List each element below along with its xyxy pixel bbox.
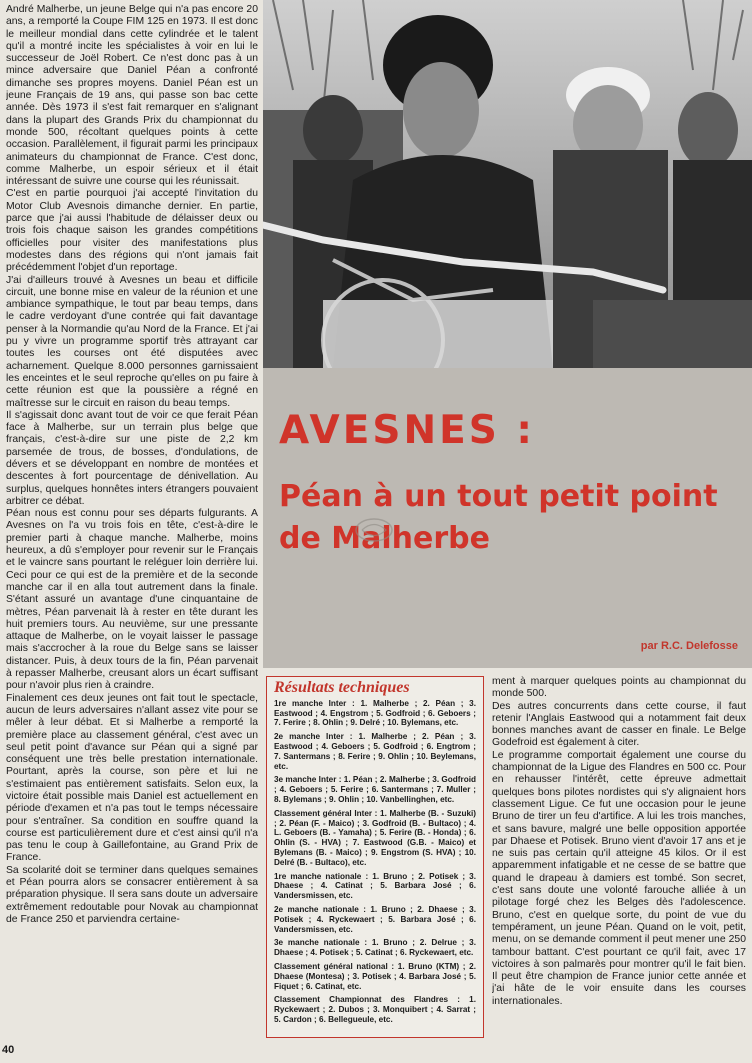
result-entry: 1re manche Inter : 1. Malherbe ; 2. Péan ; 3. Eastwood ; 4. Engstrom ; 5. Godfroid ; 6. Geboers ; 7. Ferire ; 8. Ohlin ; 9. Delré ; 10. Bylemans, etc.: [274, 698, 476, 728]
paragraph: Des autres concurrents dans cette course, il faut retenir l'Anglais Eastwood qui a notamment fait deux bonnes manches avant de casser en finale. Le Belge Godefroid est également à citer.: [492, 700, 746, 749]
rider-photo: [263, 0, 752, 368]
paragraph: C'est en partie pourquoi j'ai accepté l'invitation du Motor Club Avesnois dimanche dernier. En partie, parce que j'ai aussi l'habitude de délaisser deux ou trois fois chaque saison les grandes compétitions officielles pour visiter des manifestations plus modestes dans des régions qui n'ont jamais fait précédemment l'objet d'un reportage.: [6, 188, 258, 274]
rider-photo-illustration: [263, 0, 752, 368]
headline: AVESNES :: [279, 408, 535, 453]
result-entry: 1re manche nationale : 1. Bruno ; 2. Potisek ; 3. Dhaese ; 4. Catinat ; 5. Barbara José ; 6. Vandersmissen, etc.: [274, 871, 476, 901]
result-entry: 2e manche nationale : 1. Bruno ; 2. Dhaese ; 3. Potisek ; 4. Ryckewaert ; 5. Barbara José ; 6. Vandersmissen, etc.: [274, 904, 476, 934]
watermark-logo-icon: [352, 515, 396, 545]
result-entry: Classement général national : 1. Bruno (KTM) ; 2. Dhaese (Montesa) ; 3. Potisek ; 4. Barbara José ; 5. Fiquet ; 6. Catinat, etc.: [274, 961, 476, 991]
paragraph: ment à marquer quelques points au championnat du monde 500.: [492, 676, 746, 700]
paragraph: J'ai d'ailleurs trouvé à Avesnes un beau et difficile circuit, une bonne mise en valeur de la réunion et une ambiance sympathique, le tout par beau temps, dans le cadre verdoyant d'une contrée qui fait davantage penser à la Normandie qu'au Nord de la France. Et j'ai pu y vivre un programme sportif très attrayant car toutes les courses ont été disputées avec acharnement. Quelque 8.000 personnes garnissaient les enceintes et le seul reproche qu'elles on pu faire à cette réunion est que la poussière a régné en maîtresse sur le circuit en raison du beau temps.: [6, 274, 258, 409]
results-heading: Résultats techniques: [274, 679, 410, 696]
page-number: 40: [2, 1044, 15, 1056]
result-entry: 3e manche nationale : 1. Bruno ; 2. Delrue ; 3. Dhaese ; 4. Potisek ; 5. Catinat ; 6. Ryckewaert, etc.: [274, 938, 476, 958]
result-entry: 2e manche Inter : 1. Malherbe ; 2. Péan ; 3. Eastwood ; 4. Geboers ; 5. Godfroid ; 6. Engtrom ; 7. Santermans ; 8. Ferire ; 9. Ohlin ; 10. Beylemans, etc.: [274, 732, 476, 771]
result-entry: Classement Championnat des Flandres : 1. Ryckewaert ; 2. Dubos ; 3. Monquibert ; 4. Sarrat ; 5. Cardon ; 6. Bellegueule, etc.: [274, 995, 476, 1024]
article-right-column: [492, 676, 746, 1036]
paragraph: André Malherbe, un jeune Belge qui n'a pas encore 20 ans, a remporté la Coupe FIM 125 en 1973. Il est donc le meilleur mondial dans cette cylindrée et le talent qu'il a montré incite les spécialistes à voir en lui le successeur de Joël Robert. Ce n'est donc pas à un mince adversaire que Daniel Péan a confronté dimanche ses propres moyens. Daniel Péan est un jeune Français de 19 ans, qui passe son bac cette année. Dès 1973 il s'est fait remarquer en s'alignant dans la plupart des Grands Prix du championnat du monde 500, récoltant quelques points à cette occasion. Parallèlement, il figurait parmi les principaux animateurs du championnat de France. C'est donc, comme Malherbe, un espoir sérieux et il était intéressant de suivre une course qui les réunissait.: [6, 4, 258, 188]
byline: par R.C. Delefosse: [640, 640, 738, 652]
result-entry: 3e manche Inter : 1. Péan ; 2. Malherbe ; 3. Godfroid ; 4. Geboers ; 5. Ferire ; 6. Santermans ; 7. Muller ; 8. Bylemans ; 9. Ohlin ; 10. Vanbellinghen, etc.: [274, 775, 476, 804]
subheadline: Péan à un tout petit point de Malherbe: [279, 479, 718, 556]
results-box: [266, 676, 484, 1038]
paragraph: Sa scolarité doit se terminer dans quelques semaines et Péan pourra alors se consacrer entièrement à sa préparation physique. Il sera sans doute un adversaire extrêmement redoutable pour Novak au championnat de France 250 et parviendra certaine-: [6, 864, 258, 925]
paragraph: Finalement ces deux jeunes ont fait tout le spectacle, aucun de leurs adversaires n'allant assez vite pour se mêler à leur débat. Et si Malherbe a remporté la première place au classement général, c'est avec un seul petit point d'avance sur Péan qui a signé par conséquent une très belle prestation internationale. Pourtant, après la course, son père et lui ne s'estimaient pas entièrement satisfaits. Selon eux, la victoire était possible mais Daniel est actuellement en période d'examen et n'a pas tout le temps nécessaire pour s'entraîner. Sa condition en souffre quand la course est particulièrement dure et c'est ainsi qu'il n'a pas tenu le coup à Gaillefontaine, au Grand Prix de France.: [6, 692, 258, 864]
paragraph: Péan nous est connu pour ses départs fulgurants. A Avesnes on l'a vu trois fois en tête, c'est-à-dire le premier parti à chaque manche. Malherbe, moins heureux, a dû s'employer pour revenir sur le Français et le vaincre sans pourtant le reléguer loin derrière lui. Ceci pour ce qui est de la première et de la seconde manche car il en alla tout autrement dans la finale. S'étant assuré un avantage d'une cinquantaine de mètres, Péan parvenait là à rester en tête durant les huit premiers tours. Au neuvième, sur une pressante attaque de Malherbe, on le voyait laisser le passage mais s'accrocher à la roue du Belge sans se laisser distancer. Puis, à deux tours de la fin, Péan parvenait à repasser Malherbe, creusant alors un écart suffisant pour n'avoir plus rien à craindre.: [6, 508, 258, 692]
title-block: [263, 368, 752, 668]
paragraph: Le programme comportait également une course du championnat de la Ligue des Flandres en 500 cc. Pour en rehausser l'intérêt, cette épreuve admettait quelques bons pilotes nordistes qui s'y alignaient hors classement Ligue. Ce fut une occasion pour le jeune Bruno de tirer un feu d'artifice. A lui les trois manches, et sans bavure, malgré une belle opposition apportée par Dhaese et Potisek. Bruno vient d'avoir 17 ans et je ne suis pas certain qu'il atteigne 45 kilos. Or il est apparemment infatigable et ne cesse de se battre que quand le drapeau à damiers est tombé. Son secret, c'est sans doute une volonté farouche alliée à un pilotage forgé chez les Belges dès l'adolescence. Bruno, c'est en quelque sorte, du point de vue du tempérament, un jeune Péan. Quand on le voit, petit, menu, on se demande comment il peut mener une 250 tambour battant. C'est pourtant ce qu'il fait, avec 17 victoires à son palmarès pour montrer qu'il le fait bien. Il peut être champion de France junior cette année et j'ai hâte de le voir ensuite dans les courses internationales.: [492, 749, 746, 1007]
result-entry: Classement général Inter : 1. Malherbe (B. - Suzuki) ; 2. Péan (F. - Maico) ; 3. Godfroid (B. - Bultaco) ; 4. L. Geboers (B. - Yamaha) ; 5. Ferire (B. - Honda) ; 6. Ohlin (S. - HVA) ; 7. Eastwood (G.B. - Maico) et Bylemans (B. - Maico) ; 9. Engstrom (S. HVA) ; 10. Delré (B. - Bultaco), etc.: [274, 808, 476, 867]
article-left-column: [6, 4, 258, 1039]
paragraph: Il s'agissait donc avant tout de voir ce que ferait Péan face à Malherbe, sur un terrain plus belge que français, c'est-à-dire sur une piste de 2,2 km parsemée de trous, de bosses, d'ondulations, de dévers et se développant en nombre de montées et descentes à fort pourcentage de dénivellation. Au surplus, quelques honnêtes inters étrangers pouvaient arbitrer ce débat.: [6, 409, 258, 507]
